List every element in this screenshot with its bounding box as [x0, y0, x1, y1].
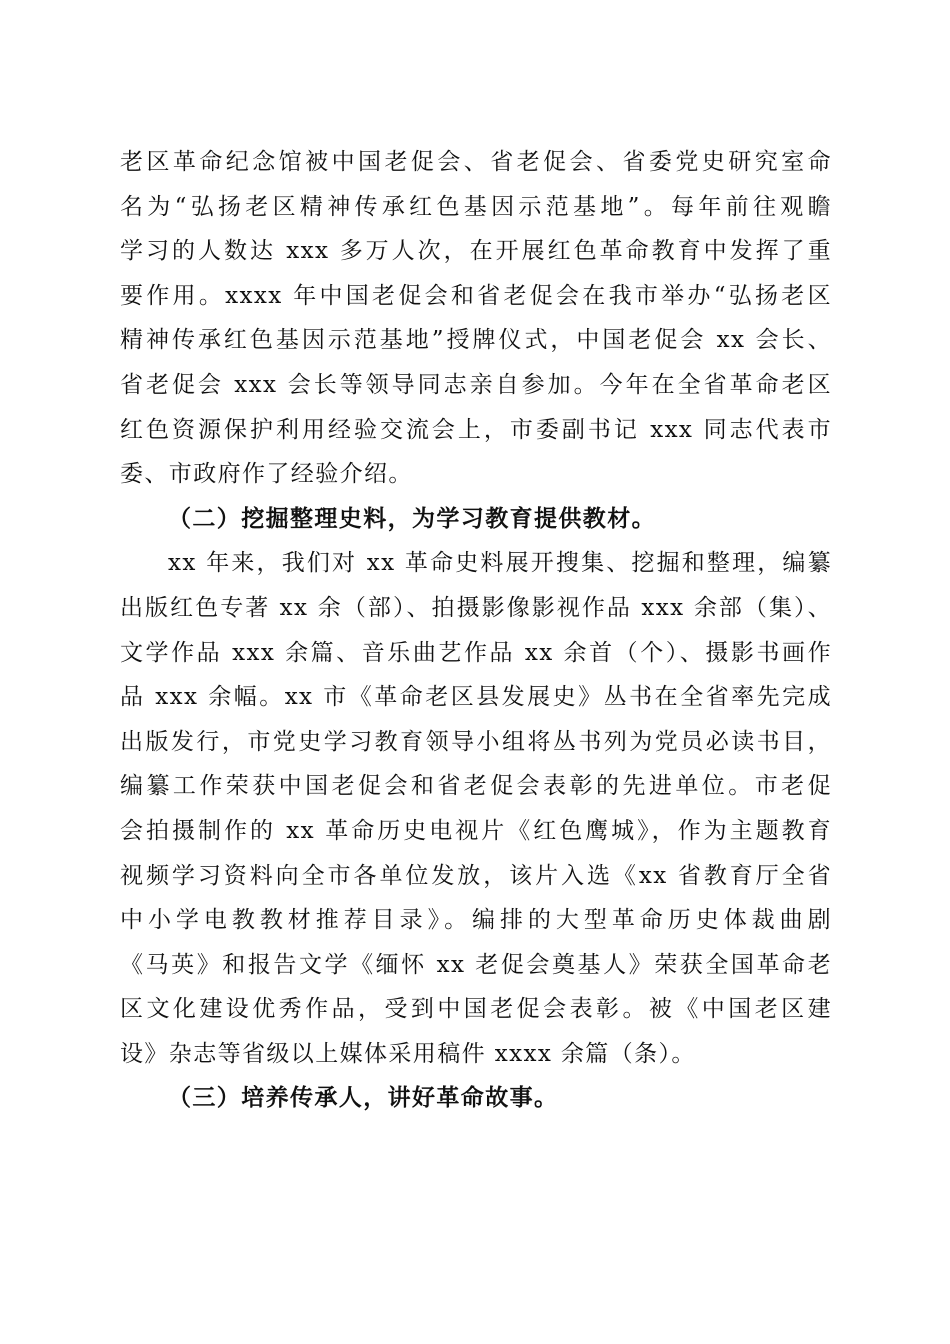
text-line: 出版红色专著 xx 余（部）、拍摄影像影视作品 xxx 余部（集）、 — [120, 594, 832, 621]
text-line: 学习的人数达 xxx 多万人次，在开展红色革命教育中发挥了重 — [120, 238, 832, 265]
text-line: 视频学习资料向全市各单位发放，该片入选《xx 省教育厅全省 — [120, 862, 832, 889]
paragraph-historical-materials — [120, 541, 832, 1076]
text-line: 设》杂志等省级以上媒体采用稿件 xxxx 余篇（条）。 — [120, 1040, 696, 1067]
text-line: 编纂工作荣获中国老促会和省老促会表彰的先进单位。市老促 — [120, 773, 832, 800]
text-line: 精神传承红色基因示范基地”授牌仪式，中国老促会 xx 会长、 — [120, 327, 832, 354]
text-line: 文学作品 xxx 余篇、音乐曲艺作品 xx 余首（个）、摄影书画作 — [120, 639, 832, 666]
text-line: 委、市政府作了经验介绍。 — [120, 461, 413, 488]
paragraph-memorial-hall — [120, 140, 832, 497]
text-line: 出版发行，市党史学习教育领导小组将丛书列为党员必读书目， — [120, 728, 832, 755]
text-line: xx 年来，我们对 xx 革命史料展开搜集、挖掘和整理，编纂 — [168, 550, 832, 577]
text-line: 品 xxx 余幅。xx 市《革命老区县发展史》丛书在全省率先完成 — [120, 684, 832, 711]
text-line: 区文化建设优秀作品，受到中国老促会表彰。被《中国老区建 — [120, 996, 832, 1023]
section-heading-3: （三）培养传承人，讲好革命故事。 — [168, 1084, 559, 1112]
text-line: 红色资源保护利用经验交流会上，市委副书记 xxx 同志代表市 — [120, 416, 832, 443]
text-line: 省老促会 xxx 会长等领导同志亲自参加。今年在全省革命老区 — [120, 371, 832, 398]
text-line: 《马英》和报告文学《缅怀 xx 老促会奠基人》荣获全国革命老 — [120, 951, 832, 978]
section-heading-2: （二）挖掘整理史料，为学习教育提供教材。 — [168, 504, 656, 532]
text-line: 会拍摄制作的 xx 革命历史电视片《红色鹰城》，作为主题教育 — [120, 817, 832, 844]
text-line: 中小学电教教材推荐目录》。编排的大型革命历史体裁曲剧 — [120, 907, 832, 934]
document-body — [120, 140, 832, 1121]
text-line: 名为“弘扬老区精神传承红色基因示范基地”。每年前往观瞻 — [120, 193, 832, 220]
text-line: 要作用。xxxx 年中国老促会和省老促会在我市举办“弘扬老区 — [120, 282, 832, 309]
text-line: 老区革命纪念馆被中国老促会、省老促会、省委党史研究室命 — [120, 149, 832, 175]
